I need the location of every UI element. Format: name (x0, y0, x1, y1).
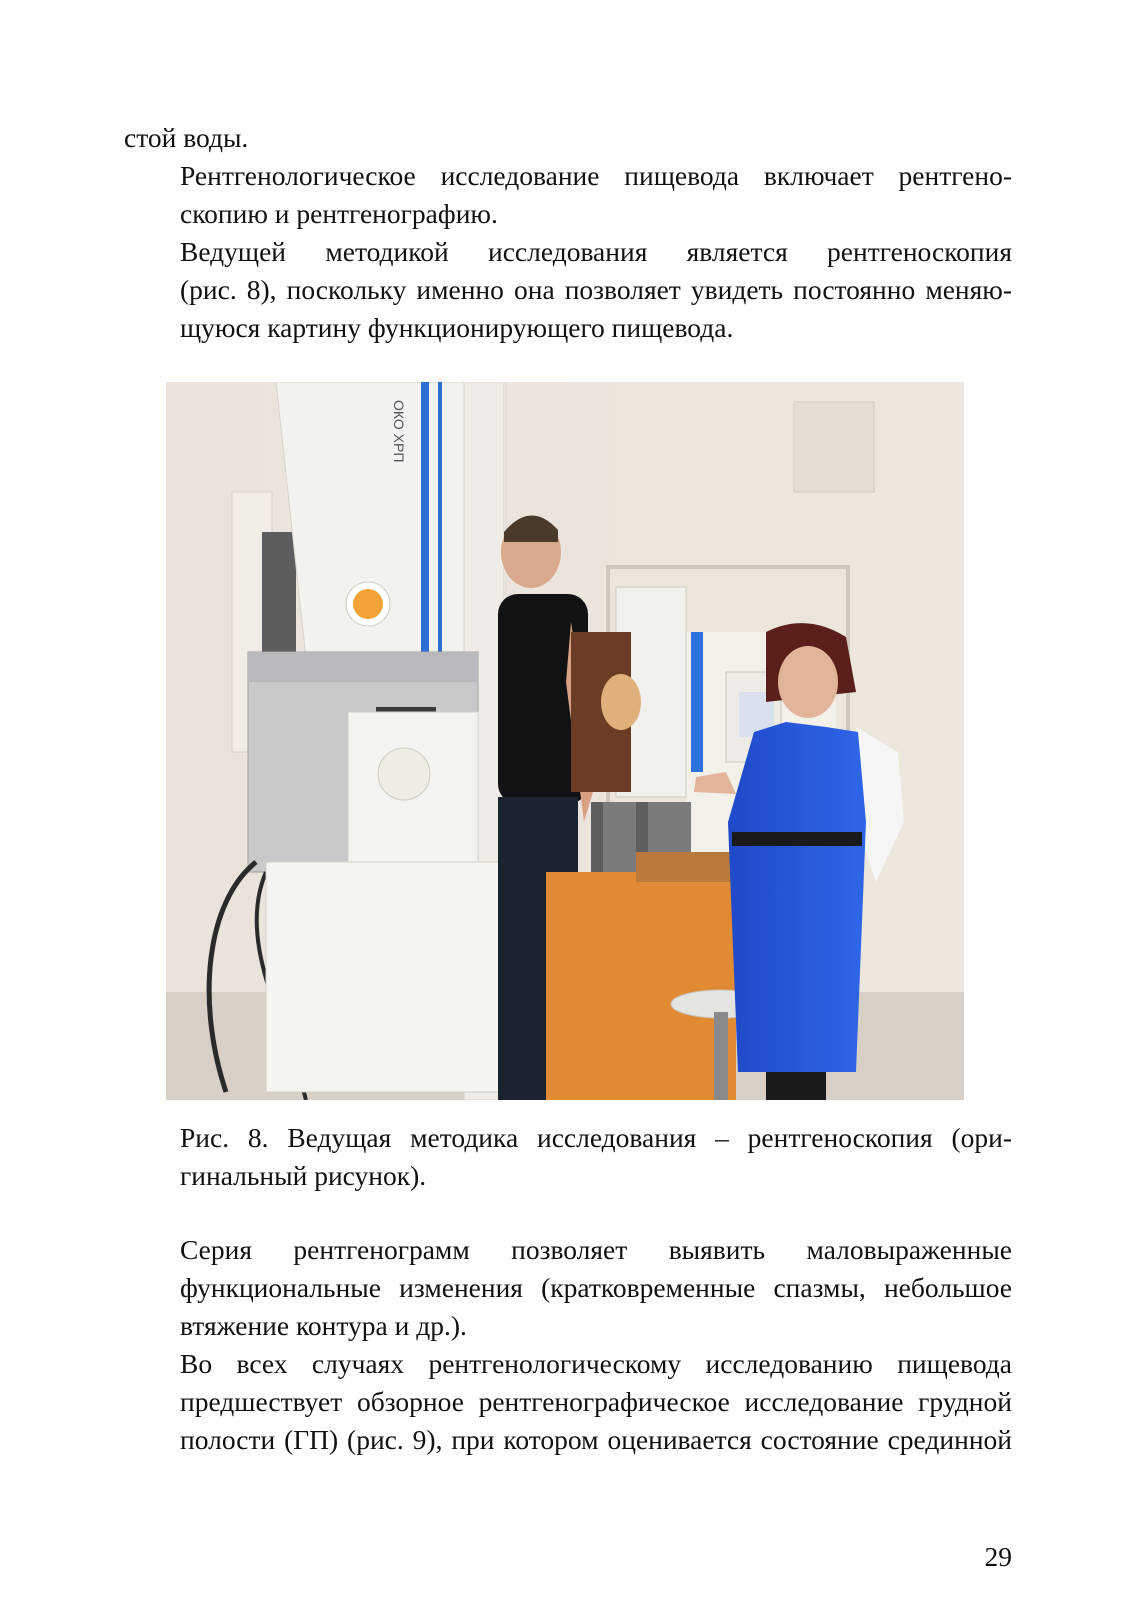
paragraph-xray-study (124, 157, 1012, 233)
text-line: щуюся картину функционирующего пищевода. (180, 312, 734, 343)
text-line: Рентгенологическое исследование пищевода включает рентгено- (180, 160, 1012, 191)
paragraph-radiograph-series (124, 1231, 1012, 1345)
figure-photo-fluoroscopy-room (166, 382, 964, 1100)
text-line: Серия рентгенограмм позволяет выявить маловыраженные (180, 1234, 1012, 1265)
paragraph-continuation (124, 119, 1012, 157)
paragraph-chest-survey (124, 1345, 1012, 1459)
text-line: втяжение контура и др.). (180, 1310, 467, 1341)
page-number: 29 (984, 1541, 1012, 1572)
text-line: Ведущей методикой исследования является рентгеноскопия (180, 236, 1012, 267)
text-line: Во всех случаях рентгенологическому исследованию пищевода (180, 1348, 1012, 1379)
figure-caption (124, 1119, 1012, 1195)
device-label: ОКО ХРП (391, 400, 407, 463)
text-line: предшествует обзорное рентгенографическое исследование грудной (180, 1386, 1012, 1417)
text-line: функциональные изменения (кратковременные спазмы, небольшое (180, 1272, 1012, 1303)
text-line: скопию и рентгенографию. (180, 198, 498, 229)
text-line: полости (ГП) (рис. 9), при котором оценивается состояние срединной (180, 1424, 1012, 1455)
caption-line: Рис. 8. Ведущая методика исследования – рентгеноскопия (ори- (180, 1122, 1012, 1153)
text-line: (рис. 8), поскольку именно она позволяет увидеть постоянно меняю- (180, 274, 1012, 305)
text-line: стой воды. (124, 122, 249, 153)
caption-line: гинальный рисунок). (180, 1160, 427, 1191)
paragraph-leading-method (124, 233, 1012, 347)
